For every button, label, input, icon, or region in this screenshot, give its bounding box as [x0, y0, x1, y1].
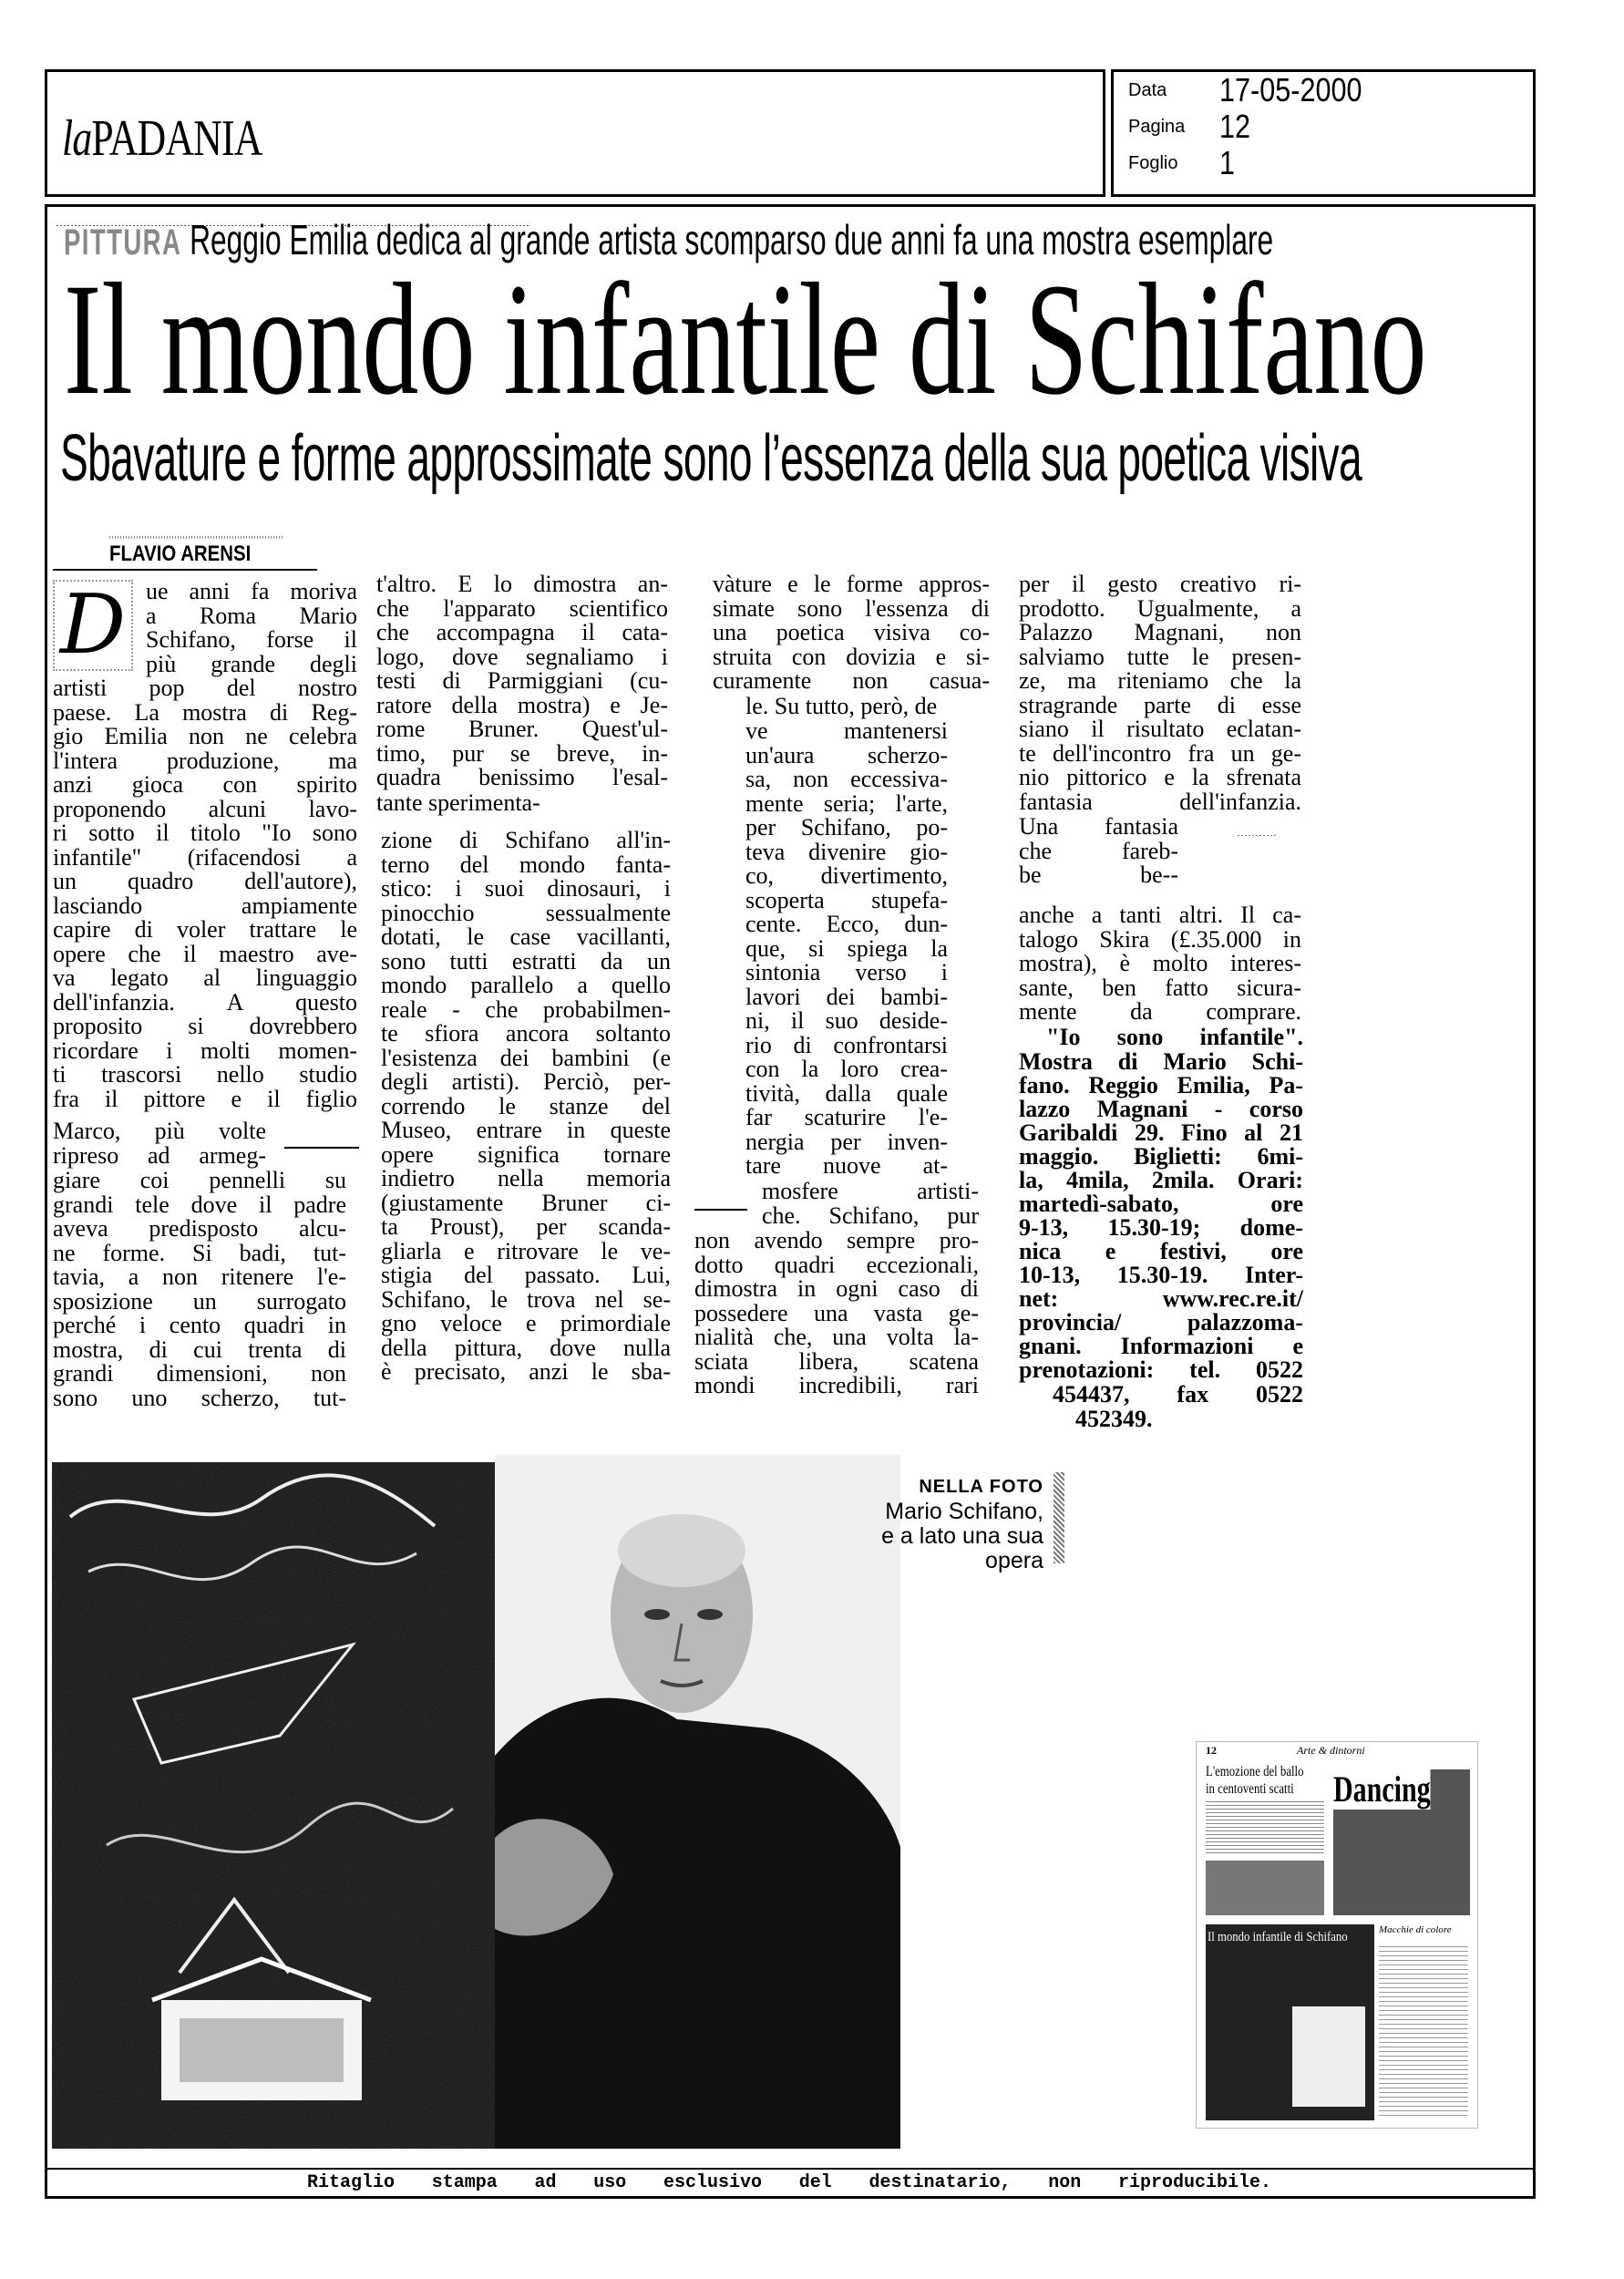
text-line: sono uno scherzo, tut- — [53, 1384, 346, 1411]
text-line: que, si spiega la — [745, 934, 948, 962]
text-line: gio Emilia non ne celebra — [53, 723, 357, 749]
text-line: curamente non casua- — [713, 667, 990, 694]
text-line: mosfere artisti- — [762, 1178, 979, 1204]
caption-line: Mario Schifano, — [885, 1499, 1043, 1524]
text-line: perché i cento quadri in — [53, 1312, 346, 1338]
text-line: indietro nella memoria — [381, 1165, 671, 1191]
text-line: timo, pur se breve, in- — [376, 739, 668, 767]
text-line: una poetica visiva co- — [713, 619, 990, 645]
exhibition-fax — [1053, 1383, 1303, 1407]
text-line: mostra), è molto interes- — [1019, 950, 1301, 976]
column-1-opening — [146, 580, 357, 676]
text-line: mondi incredibili, rari — [694, 1372, 979, 1398]
text-line: la, 4mila, 2mila. Orari: — [1019, 1167, 1303, 1193]
page-label: Pagina — [1128, 117, 1186, 137]
column-4-continuation — [1019, 903, 1301, 1025]
text-line: che. Schifano, pur — [762, 1201, 979, 1229]
text-line: Museo, entrare in queste — [381, 1117, 671, 1143]
text-line: giare coi pennelli su — [53, 1167, 346, 1193]
text-line: ri sotto il titolo "Io sono — [53, 820, 357, 846]
text-line: teva divenire gio- — [745, 838, 948, 865]
exhibition-info-title — [1046, 1026, 1303, 1049]
text-line: be be-- — [1019, 861, 1178, 888]
text-line: sposizione un surrogato — [53, 1287, 346, 1315]
text-line: dotati, le case vacillanti, — [381, 923, 671, 950]
logo-name: PADANIA — [91, 110, 262, 167]
column-4-body — [1019, 572, 1301, 814]
caption-line: e a lato una sua — [881, 1523, 1043, 1549]
text-line: gnani. Informazioni e — [1019, 1333, 1303, 1359]
column-3-indented — [745, 719, 948, 1179]
column-1-rule — [284, 1147, 359, 1149]
text-line: talogo Skira (£.35.000 in — [1019, 925, 1301, 953]
text-line: grandi dimensioni, non — [53, 1360, 346, 1387]
thumb-page-number: 12 — [1206, 1744, 1217, 1757]
text-line: capire di voler trattare le — [53, 916, 357, 943]
text-line: tare nuove at- — [745, 1152, 948, 1179]
text-line: aveva predisposto alcu- — [53, 1215, 346, 1242]
text-line: infantile" (rifacendosi a — [53, 843, 357, 871]
text-line: te dell'incontro fra un ge- — [1019, 739, 1301, 767]
text-line: 454437, fax 0522 — [1053, 1381, 1303, 1408]
headline: Il mondo infantile di Schifano — [64, 251, 1427, 428]
date-value: 17-05-2000 — [1219, 71, 1362, 108]
text-line: Garibaldi 29. Fino al 21 — [1019, 1119, 1303, 1146]
text-line: ricordare i molti momen- — [53, 1036, 357, 1064]
footer-notice: Ritaglio stampa ad uso esclusivo del destinatario, non riproducibile. — [307, 2172, 1271, 2193]
text-line: nergia per inven- — [745, 1128, 948, 1155]
caption-line: opera — [985, 1548, 1043, 1573]
text-line: ni, il suo deside- — [745, 1007, 948, 1034]
exhibition-fax-cont — [1075, 1408, 1258, 1431]
text-line: anche a tanti altri. Il ca- — [1019, 902, 1301, 928]
text-line: Una fantasia — [1019, 813, 1178, 840]
column-1-short-lines — [53, 1119, 266, 1168]
column-1-body — [53, 676, 357, 1111]
column-2-body — [376, 572, 668, 790]
text-line: lazzo Magnani - corso — [1019, 1096, 1303, 1122]
text-line: far scaturire l'e- — [745, 1104, 948, 1130]
exhibition-info — [1019, 1050, 1303, 1382]
text-line: nica e festivi, ore — [1019, 1238, 1303, 1264]
caption-heading: NELLA FOTO — [919, 1477, 1043, 1497]
thumb-feature-title: Dancing — [1333, 1769, 1431, 1810]
text-line: zione di Schifano all'in- — [381, 827, 671, 853]
text-line: dotto quadri eccezionali, — [694, 1251, 979, 1278]
text-line: l'intera produzione, ma — [53, 747, 357, 774]
thumb-group-photo — [1206, 1861, 1324, 1915]
thumb-section: Arte & dintorni — [1297, 1744, 1365, 1757]
text-line: te sfiora ancora soltanto — [381, 1020, 671, 1047]
thumb-portrait — [1292, 2006, 1365, 2107]
text-line: provincia/ palazzoma- — [1019, 1309, 1303, 1335]
text-line: che accompagna il cata- — [376, 619, 668, 645]
thumb-schifano-title: Il mondo infantile di Schifano — [1208, 1930, 1348, 1944]
text-line: che fareb- — [1019, 837, 1178, 864]
text-line: sante, ben fatto sicura- — [1019, 974, 1301, 1001]
text-line: grandi tele dove il padre — [53, 1191, 346, 1218]
text-line: fano. Reggio Emilia, Pa- — [1019, 1072, 1303, 1098]
text-line: nio pittorico e la sfrenata — [1019, 764, 1301, 790]
text-line: 10-13, 15.30-19. Inter- — [1019, 1262, 1303, 1288]
date-label: Data — [1128, 80, 1167, 100]
column-3-continuation — [694, 1229, 979, 1398]
text-line: testi di Parmiggiani (cu- — [376, 667, 668, 694]
section-label: PITTURA — [64, 222, 182, 263]
text-line: vàture e le forme appros- — [713, 571, 990, 597]
column-4-dotted-mark — [1238, 835, 1276, 836]
text-line: 9-13, 15.30-19; dome- — [1019, 1214, 1303, 1241]
text-line: gno veloce e primordiale — [381, 1310, 671, 1336]
text-line: fra il pittore e il figlio — [53, 1085, 357, 1112]
text-line: Schifano, forse il — [146, 626, 357, 653]
text-line: ue anni fa moriva — [146, 578, 357, 604]
kicker-text: Reggio Emilia dedica al grande artista scomparso due anni fa una mostra esemplare — [190, 216, 1274, 263]
text-line: stico: i suoi dinosauri, i — [381, 875, 671, 902]
text-line: tante sperimenta- — [376, 789, 540, 816]
text-line: dell'infanzia. A questo — [53, 988, 357, 1016]
thumb-headline-1: L'emozione del ballo — [1206, 1764, 1304, 1779]
byline-dotted-rule — [109, 536, 283, 539]
text-line: quadra benissimo l'esal- — [376, 764, 668, 790]
text-line: tività, dalla quale — [745, 1079, 948, 1107]
footer-rule — [45, 2168, 1536, 2170]
text-line: lavori dei bambi- — [745, 983, 948, 1010]
column-2-short-line — [376, 791, 595, 816]
text-line: simate sono l'essenza di — [713, 594, 990, 622]
text-line: a Roma Mario — [146, 602, 357, 629]
text-line: co, divertimento, — [745, 862, 948, 889]
text-line: Mostra di Mario Schi- — [1019, 1048, 1303, 1075]
text-line: mente seria; l'arte, — [745, 789, 948, 817]
text-line: un'aura scherzo- — [745, 741, 948, 768]
text-line: martedì-sabato, ore — [1019, 1191, 1303, 1217]
text-line: opere significa tornare — [381, 1140, 671, 1168]
text-line: con la loro crea- — [745, 1056, 948, 1082]
text-line: rio di confrontarsi — [745, 1031, 948, 1058]
newspaper-logo — [62, 109, 262, 168]
text-line: che l'apparato scientifico — [376, 594, 668, 622]
text-line: ze, ma riteniamo che la — [1019, 667, 1301, 694]
text-line: logo, dove segnaliamo i — [376, 643, 668, 670]
text-line: "Io sono infantile". — [1046, 1024, 1303, 1050]
text-line: cente. Ecco, dun- — [745, 911, 948, 937]
text-line: proposito si dovrebbero — [53, 1013, 357, 1039]
text-line: correndo le stanze del — [381, 1092, 671, 1119]
text-line: è precisato, anzi le sba- — [381, 1358, 671, 1385]
text-line: va legato al linguaggio — [53, 964, 357, 991]
text-line: salviamo tutte le presen- — [1019, 643, 1301, 670]
text-line: sono tutti estratti da un — [381, 947, 671, 975]
text-line: scoperta stupefa- — [745, 886, 948, 913]
thumb-sidebar-title: Macchie di colore — [1379, 1924, 1452, 1935]
text-line: sintonia verso i — [745, 959, 948, 985]
text-line: sa, non eccessiva- — [745, 766, 948, 792]
text-line: mondo parallelo a quello — [381, 972, 671, 998]
text-line: ripreso ad armeg- — [53, 1141, 266, 1169]
text-line: (giustamente Bruner ci- — [381, 1189, 671, 1216]
text-line: ne forme. Si badi, tut- — [53, 1239, 346, 1266]
caption-halftone-bar — [1054, 1472, 1064, 1563]
text-line: un quadro dell'autore), — [53, 868, 357, 894]
column-3-body — [713, 572, 990, 694]
text-line: non avendo sempre pro- — [694, 1227, 979, 1253]
text-line: sciata libera, scatena — [694, 1347, 979, 1375]
text-line: possedere una vasta ge- — [694, 1299, 979, 1326]
text-line: nialità che, una volta la- — [694, 1324, 979, 1350]
photo-caption — [875, 1475, 1043, 1573]
text-line: gliarla e ritrovare le ve- — [381, 1237, 671, 1264]
subheadline: Sbavature e forme approssimate sono l’essenza della sua poetica visiva — [60, 422, 1362, 495]
schifano-portrait-photo — [495, 1455, 900, 2149]
drop-cap: D — [53, 580, 133, 671]
column-3-rule — [694, 1209, 747, 1211]
text-line: rome Bruner. Quest'ul- — [376, 716, 668, 742]
text-line: prenotazioni: tel. 0522 — [1019, 1356, 1303, 1383]
text-line: fantasia dell'infanzia. — [1019, 788, 1301, 815]
logo-prefix: la — [62, 110, 92, 167]
column-1-continuation — [53, 1169, 346, 1410]
text-line: per il gesto creativo ri- — [1019, 571, 1301, 597]
text-line: terno del mondo fanta- — [381, 851, 671, 878]
sheet-value: 1 — [1219, 144, 1236, 181]
text-line: pinocchio sessualmente — [381, 899, 671, 926]
text-line: prodotto. Ugualmente, a — [1019, 594, 1301, 622]
text-line: della pittura, dove nulla — [381, 1334, 671, 1361]
text-line: proponendo alcuni lavo- — [53, 795, 357, 822]
text-line: reale - che probabilmen- — [381, 995, 671, 1023]
page-thumbnail — [1196, 1741, 1478, 2129]
text-line: Palazzo Magnani, non — [1019, 619, 1301, 645]
text-line: artisti pop del nostro — [53, 675, 357, 701]
thumb-headline-2: in centoventi scatti — [1206, 1781, 1294, 1797]
text-line: stragrande parte di esse — [1019, 691, 1301, 718]
text-line: anzi gioca con spirito — [53, 771, 357, 798]
text-line: 452349. — [1075, 1406, 1153, 1432]
column-4-short-lines — [1019, 815, 1178, 888]
text-line: ti trascorsi nello studio — [53, 1061, 357, 1088]
thumb-sidebar-text — [1379, 1943, 1468, 2116]
text-line: le. Su tutto, però, de — [745, 693, 938, 719]
text-line: stigia del passato. Lui, — [381, 1262, 671, 1288]
text-line: per Schifano, po- — [745, 814, 948, 840]
text-line: tavia, a non ritenere l'e- — [53, 1263, 346, 1290]
text-line: ratore della mostra) e Je- — [376, 691, 668, 718]
text-line: maggio. Biglietti: 6mi- — [1019, 1143, 1303, 1170]
text-line: ta Proust), per scanda- — [381, 1213, 671, 1240]
text-line: siano il risultato eclatan- — [1019, 716, 1301, 742]
schifano-artwork-photo — [52, 1462, 495, 2149]
text-line: più grande degli — [146, 650, 357, 677]
sheet-label: Foglio — [1128, 153, 1178, 173]
text-line: degli artisti). Perciò, per- — [381, 1068, 671, 1095]
text-line: Marco, più volte — [53, 1118, 266, 1144]
text-line: opere che il maestro ave- — [53, 940, 357, 967]
column-3-short-lines — [762, 1180, 979, 1228]
column-2-continuation — [381, 829, 671, 1385]
text-line: l'esistenza dei bambini (e — [381, 1044, 671, 1071]
text-line: paese. La mostra di Reg- — [53, 698, 357, 726]
text-line: lasciando ampiamente — [53, 892, 357, 919]
text-line: mostra, di cui trenta di — [53, 1335, 346, 1363]
text-line: ve mantenersi — [745, 717, 948, 744]
text-line: Schifano, le trova nel se- — [381, 1285, 671, 1313]
column-3-short-line — [745, 695, 946, 719]
page-value: 12 — [1219, 108, 1251, 145]
thumb-text-block — [1206, 1800, 1324, 1853]
text-line: t'altro. E lo dimostra an- — [376, 571, 668, 597]
text-line: net: www.rec.re.it/ — [1019, 1285, 1303, 1312]
author-byline: FLAVIO ARENSI — [109, 541, 252, 566]
text-line: mente da comprare. — [1019, 998, 1301, 1025]
text-line: struita con dovizia e si- — [713, 643, 990, 670]
byline-rule — [53, 569, 317, 571]
text-line: dimostra in ogni caso di — [694, 1275, 979, 1302]
